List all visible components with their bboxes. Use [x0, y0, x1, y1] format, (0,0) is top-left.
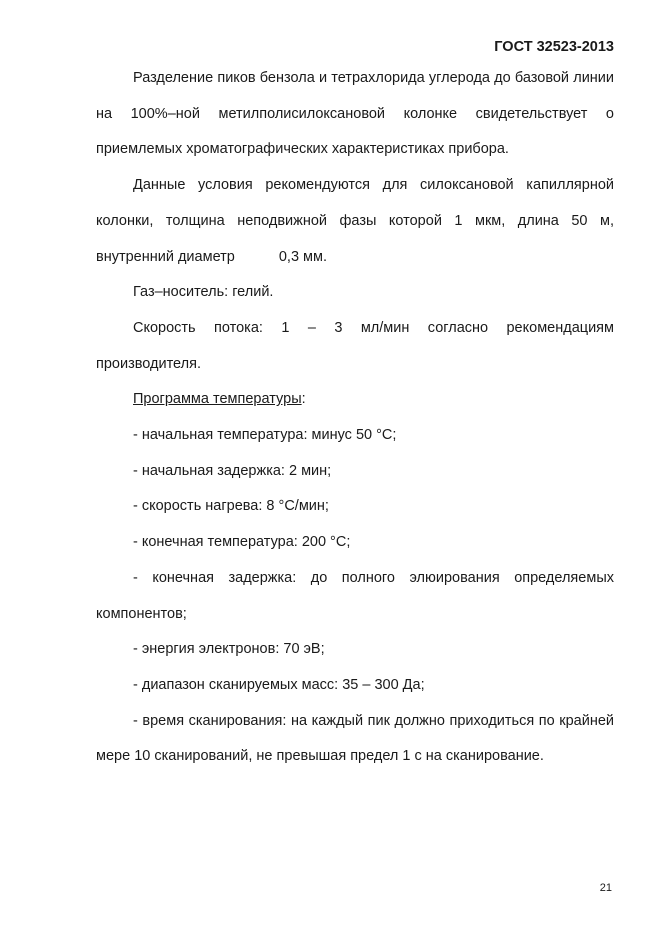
- column-conditions-text: Данные условия рекомендуются для силоксановой капиллярной колонки, толщина неподвижной фазы которой 1 мкм, длина 50 м, внутренний диаметр: [96, 177, 614, 265]
- list-item-electron-energy: - энергия электронов: 70 эВ;: [133, 641, 325, 658]
- list-item-final-temperature: - конечная температура: 200 °С;: [133, 534, 351, 551]
- standard-designation: ГОСТ 32523-2013: [494, 39, 614, 55]
- list-item-heating-rate: - скорость нагрева: 8 °С/мин;: [133, 498, 329, 515]
- page-number: 21: [599, 882, 612, 894]
- paragraph-carrier-gas: Газ–носитель: гелий.: [133, 284, 274, 301]
- list-item-scan-time: - время сканирования: на каждый пик должно приходиться по крайней мере 10 сканирований, не превышая предел 1 с на сканирование.: [96, 712, 614, 765]
- temperature-program-heading: [96, 382, 614, 418]
- heading-colon: :: [301, 391, 306, 408]
- paragraph-column-conditions: [96, 168, 614, 275]
- paragraph-flow-rate: Скорость потока: 1 – 3 мл/мин согласно рекомендациям производителя.: [96, 319, 614, 372]
- paragraph-baseline-separation: Разделение пиков бензола и тетрахлорида углерода до базовой линии на 100%–ной метилполисилоксановой колонке свидетельствует о приемлемых хроматографических характеристиках прибора.: [96, 70, 614, 158]
- list-item-initial-delay: - начальная задержка: 2 мин;: [133, 462, 332, 479]
- list-item-mass-range: - диапазон сканируемых масс: 35 – 300 Да;: [133, 676, 425, 693]
- inner-diameter-value: 0,3 мм.: [278, 248, 328, 265]
- list-item-initial-temperature: - начальная температура: минус 50 °С;: [133, 427, 397, 444]
- document-header: [0, 40, 614, 54]
- temperature-program-title: Программа температуры: [133, 391, 302, 408]
- document-body: [96, 61, 614, 775]
- list-item-final-delay: - конечная задержка: до полного элюирования определяемых компонентов;: [96, 569, 614, 622]
